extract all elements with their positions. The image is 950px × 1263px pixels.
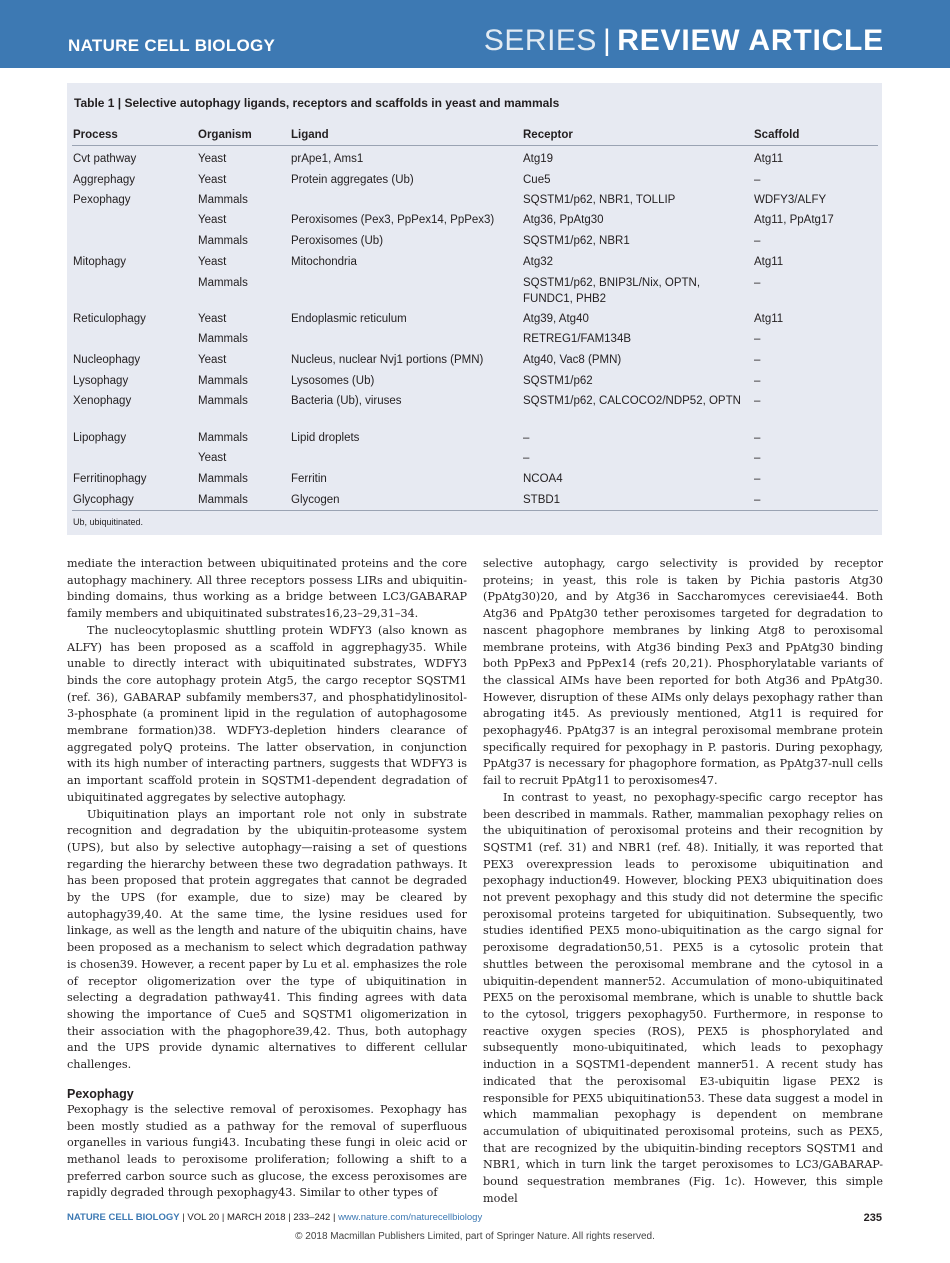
series-label <box>484 24 884 58</box>
section-heading: Pexophagy <box>67 1086 134 1101</box>
footer-journal: NATURE CELL BIOLOGY <box>67 1212 180 1223</box>
cell-ligand: Lipid droplets <box>291 432 360 444</box>
cell-scaffold: WDFY3/ALFY <box>754 194 827 206</box>
cell-ligand: Peroxisomes (Pex3, PpPex14, PpPex3) <box>291 214 495 226</box>
body-paragraph: mediate the interaction between ubiquitinated proteins and the core autophagy machinery. All three receptors possess LIRs and ubiquitin-binding domains, thus working as a bridge between LC3/GABARAP family members and ubiquitinated substrates16,23–29,31–34. <box>67 557 467 621</box>
col-header-receptor: Receptor <box>523 129 573 141</box>
cell-ligand: Ferritin <box>291 473 327 485</box>
cell-organism: Yeast <box>198 452 227 464</box>
table-title <box>74 96 559 110</box>
cell-ligand: Bacteria (Ub), viruses <box>291 395 402 407</box>
cell-receptor: NCOA4 <box>523 473 563 485</box>
col-header-organism: Organism <box>198 129 252 141</box>
cell-scaffold: Atg11, PpAtg17 <box>754 214 834 226</box>
cell-scaffold: Atg11 <box>754 313 784 325</box>
cell-scaffold: – <box>754 452 761 464</box>
col-header-ligand: Ligand <box>291 129 329 141</box>
body-paragraph: In contrast to yeast, no pexophagy-specific cargo receptor has been described in mammals. Rather, mammalian pexophagy relies on the ubiquitination of peroxisomal proteins and their recognition by SQSTM1 (ref. 31) and NBR1 (ref. 48). Initially, it was reported that PEX3 overexpression leads to peroxisome ubiquitination and pexophagy induction49. However, blocking PEX3 ubiquitination does not prevent pexophagy and this study did not determine the specific peroxisomal proteins targeted for ubiquitination. Subsequently, two studies identified PEX5 mono-ubiquitination as the cargo signal for peroxisome degradation50,51. PEX5 is a cytosolic protein that shuttles between the peroxisomal membrane and the cytosol in a ubiquitin-dependent manner52. Accumulation of mono-ubiquitinated PEX5 on the peroxisomal membrane, which is unable to shuttle back to the cytosol, triggers pexophagy50. Furthermore, in response to reactive oxygen species (ROS), PEX5 is phosphorylated and subsequently mono-ubiquitinated, which leads to pexophagy induction in a SQSTM1-dependent manner51. A recent study has indicated that the peroxisomal E3-ubiquitin ligase PEX2 is responsible for PEX5 ubiquitination53. These data suggest a model in which mammalian pexophagy is dependent on membrane accumulation of ubiquitinated peroxisomal proteins, such as PEX5, that are recognized by the ubiquitin-binding receptors SQSTM1 and NBR1, which in turn link the target peroxisomes to LC3/GABARAP-bound sequestration membranes (Fig. 1c). However, this simple model <box>483 790 883 1205</box>
cell-receptor: SQSTM1/p62, NBR1 <box>523 235 630 247</box>
cell-organism: Yeast <box>198 256 227 268</box>
cell-ligand: Glycogen <box>291 494 340 506</box>
copyright-notice: © 2018 Macmillan Publishers Limited, part of Springer Nature. All rights reserved. <box>295 1231 655 1242</box>
cell-organism: Yeast <box>198 354 227 366</box>
cell-receptor: RETREG1/FAM134B <box>523 333 632 345</box>
cell-scaffold: – <box>754 277 761 289</box>
cell-scaffold: – <box>754 395 761 407</box>
cell-receptor: SQSTM1/p62, CALCOCO2/NDP52, OPTN <box>523 395 741 407</box>
cell-process: Glycophagy <box>73 494 134 506</box>
table-footer-rule <box>72 510 878 511</box>
right-column <box>483 556 883 1207</box>
cell-scaffold: – <box>754 174 761 186</box>
cell-ligand: prApe1, Ams1 <box>291 153 364 165</box>
cell-scaffold: – <box>754 473 761 485</box>
cell-scaffold: Atg11 <box>754 153 784 165</box>
cell-organism: Mammals <box>198 277 248 289</box>
cell-receptor: STBD1 <box>523 494 561 506</box>
cell-ligand: Lysosomes (Ub) <box>291 375 375 387</box>
cell-receptor: Atg36, PpAtg30 <box>523 214 604 226</box>
cell-scaffold: – <box>754 432 761 444</box>
left-column <box>67 556 467 1202</box>
cell-process: Lipophagy <box>73 432 127 444</box>
cell-organism: Mammals <box>198 473 248 485</box>
col-header-process: Process <box>73 129 118 141</box>
body-paragraph: Pexophagy is the selective removal of peroxisomes. Pexophagy has been mostly studied as a pathway for the removal of superfluous organelles in various fungi43. Incubating these fungi in oleic acid or methanol leads to peroxisome proliferation; following a shift to a preferred carbon source such as glucose, the excess peroxisomes are rapidly degraded through pexophagy43. Similar to other types of <box>67 1102 467 1200</box>
series-word: SERIES <box>483 24 597 57</box>
cell-scaffold: – <box>754 333 761 345</box>
footer-volume: | VOL 20 | MARCH 2018 | 233–242 | <box>179 1212 339 1223</box>
table-header-rule <box>72 145 878 146</box>
cell-process: Ferritinophagy <box>73 473 147 485</box>
cell-organism: Mammals <box>198 395 248 407</box>
cell-process: Aggrephagy <box>73 174 136 186</box>
cell-organism: Yeast <box>198 174 227 186</box>
cell-scaffold: Atg11 <box>754 256 784 268</box>
table-caption: Selective autophagy ligands, receptors and scaffolds in yeast and mammals <box>124 96 560 110</box>
cell-scaffold: – <box>754 235 761 247</box>
cell-organism: Yeast <box>198 214 227 226</box>
cell-process: Nucleophagy <box>73 354 141 366</box>
cell-receptor: SQSTM1/p62, BNIP3L/Nix, OPTN, FUNDC1, PHB2 <box>523 277 701 305</box>
cell-receptor: Atg32 <box>523 256 554 268</box>
col-header-scaffold: Scaffold <box>754 129 800 141</box>
cell-process: Xenophagy <box>73 395 132 407</box>
cell-scaffold: – <box>754 494 761 506</box>
cell-process: Pexophagy <box>73 194 131 206</box>
cell-receptor: SQSTM1/p62 <box>523 375 593 387</box>
cell-process: Cvt pathway <box>73 153 137 165</box>
cell-receptor: Cue5 <box>523 174 551 186</box>
table-footnote: Ub, ubiquitinated. <box>73 517 144 527</box>
series-separator: | <box>602 24 612 57</box>
article-type: REVIEW ARTICLE <box>617 24 884 57</box>
cell-ligand: Nucleus, nuclear Nvj1 portions (PMN) <box>291 354 484 366</box>
cell-ligand: Mitochondria <box>291 256 357 268</box>
cell-process: Reticulophagy <box>73 313 146 325</box>
cell-scaffold: – <box>754 375 761 387</box>
cell-organism: Mammals <box>198 375 248 387</box>
table-label: Table 1 | <box>74 96 122 110</box>
cell-receptor: Atg39, Atg40 <box>523 313 589 325</box>
cell-organism: Mammals <box>198 432 248 444</box>
cell-receptor: Atg19 <box>523 153 554 165</box>
page-number: 235 <box>863 1212 882 1224</box>
footer-citation <box>67 1212 482 1223</box>
cell-ligand: Protein aggregates (Ub) <box>291 174 414 186</box>
cell-organism: Yeast <box>198 153 227 165</box>
cell-receptor: SQSTM1/p62, NBR1, TOLLIP <box>523 194 676 206</box>
cell-process: Lysophagy <box>73 375 129 387</box>
cell-organism: Mammals <box>198 494 248 506</box>
cell-receptor: – <box>523 432 530 444</box>
cell-organism: Mammals <box>198 333 248 345</box>
cell-scaffold: – <box>754 354 761 366</box>
cell-organism: Mammals <box>198 194 248 206</box>
cell-ligand: Endoplasmic reticulum <box>291 313 407 325</box>
body-paragraph: selective autophagy, cargo selectivity is provided by receptor proteins; in yeast, this role is taken by Pichia pastoris Atg30 (PpAtg30)20, and by Atg36 in Saccharomyces cerevisiae44. Both Atg36 and PpAtg30 tether peroxisomes targeted for degradation to nascent phagophore membranes by linking Atg8 to peroxisomal membrane proteins, with Atg36 binding Pex3 and PpAtg30 binding both PpPex3 and PpPex14 (refs 20,21). Phosphorylatable variants of the classical AIMs have been reported for both Atg36 and PpAtg30. However, disruption of these AIMs only delays pexophagy rather than abrogating it45. As previously mentioned, Atg11 is required for pexophagy46. PpAtg37 is an integral peroxisomal membrane protein specifically required for pexophagy in P. pastoris. During pexophagy, PpAtg37 is necessary for phagophore formation, as PpAtg37-null cells fail to recruit PpAtg11 to peroxisomes47. <box>483 557 883 788</box>
cell-ligand: Peroxisomes (Ub) <box>291 235 384 247</box>
journal-name: NATURE CELL BIOLOGY <box>68 36 276 55</box>
cell-organism: Yeast <box>198 313 227 325</box>
body-paragraph: Ubiquitination plays an important role not only in substrate recognition and degradation by the ubiquitin-proteasome system (UPS), but also by selective autophagy—raising a set of questions regarding the hierarchy between these two degradation pathways. It has been proposed that protein aggregates that cannot be degraded by the UPS (for example, due to size) may be cleared by autophagy39,40. At the same time, the lysine residues used for linkage, as well as the length and nature of the ubiquitin chains, have been proposed as a mechanism to select which degradation pathway is chosen39. However, a recent paper by Lu et al. emphasizes the role of receptor oligomerization over the type of ubiquitination in selecting a degradation pathway41. This finding agrees with data showing the importance of Cue5 and SQSTM1 oligomerization in their association with the phagophore39,42. Thus, both autophagy and the UPS provide dynamic alternatives to different cellular challenges. <box>67 807 467 1072</box>
cell-process: Mitophagy <box>73 256 127 268</box>
body-paragraph: The nucleocytoplasmic shuttling protein WDFY3 (also known as ALFY) has been proposed as a scaffold in aggrephagy35. While unable to directly interact with ubiquitinated substrates, WDFY3 binds the core autophagy protein Atg5, the cargo receptor SQSTM1 (ref. 36), GABARAP subfamily members37, and phosphatidylinositol-3-phosphate (a prominent lipid in the regulation of autophagosome membrane formation)38. WDFY3-depletion hinders clearance of aggregated polyQ proteins. The latter observation, in conjunction with its high number of interacting partners, suggests that WDFY3 is an important scaffold protein in SQSTM1-dependent degradation of ubiquitinated aggregates by selective autophagy. <box>67 623 467 804</box>
footer-url[interactable]: www.nature.com/naturecellbiology <box>338 1212 483 1223</box>
cell-organism: Mammals <box>198 235 248 247</box>
cell-receptor: – <box>523 452 530 464</box>
cell-receptor: Atg40, Vac8 (PMN) <box>523 354 622 366</box>
